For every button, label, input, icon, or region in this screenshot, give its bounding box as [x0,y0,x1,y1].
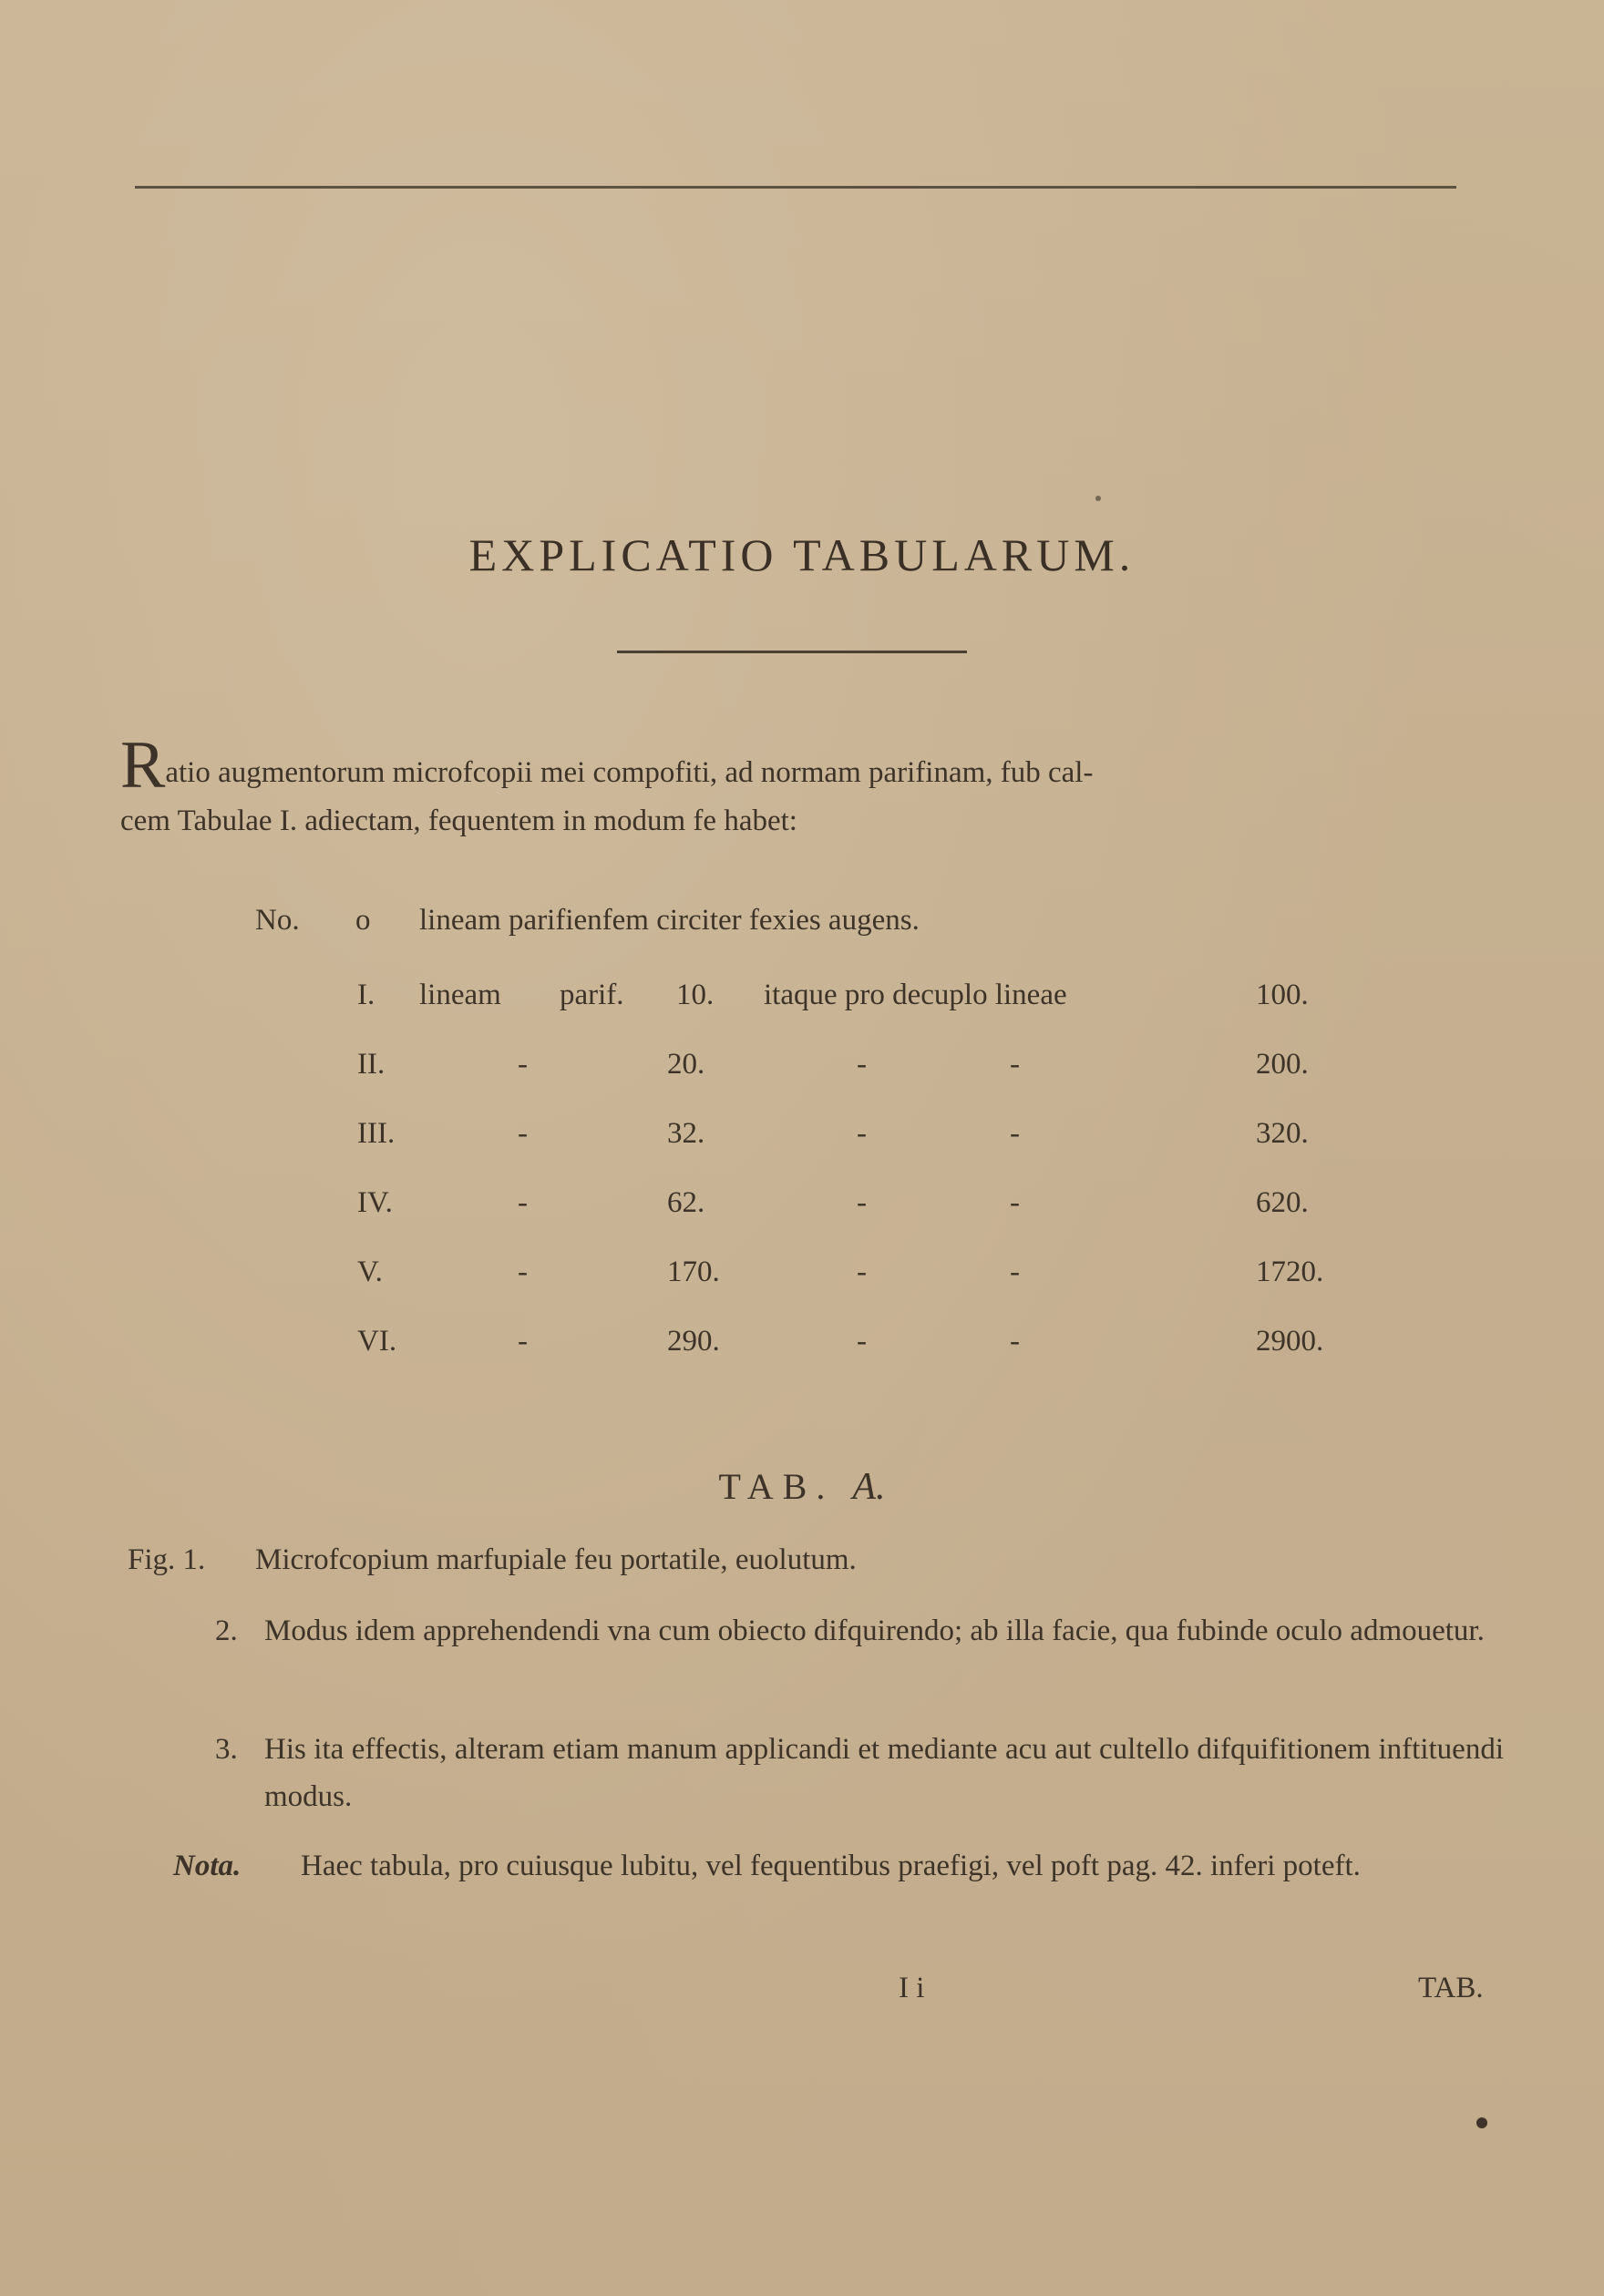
row-lineam: lineam [419,979,501,1011]
intro-text-1: atio augmentorum microfcopii mei compofiti, ad normam parifinam, fub cal- [165,756,1094,789]
top-rule [135,186,1456,189]
row-value: 10. [676,979,715,1011]
no-label: No. [255,904,300,937]
row-result: 320. [1256,1117,1309,1150]
title-rule [617,651,967,653]
intro-paragraph [120,728,1506,846]
row-value: 290. [667,1325,720,1358]
signature-mark: I i [899,1972,925,2004]
row-dash: - [518,1048,528,1081]
row-value: 32. [667,1117,705,1150]
intro-line-1 [120,728,1506,803]
row-dash: - [857,1048,867,1081]
catchword: TAB. [1418,1972,1484,2004]
row-value: 20. [667,1048,705,1081]
page-title: EXPLICATIO TABULARUM. [468,529,1136,580]
row-dash: - [518,1117,528,1150]
note-text: Haec tabula, pro cuiusque lubitu, vel fequentibus praefigi, vel poft pag. 42. inferi poteft. [301,1850,1361,1882]
row-numeral: VI. [357,1325,397,1358]
row-dash: - [857,1325,867,1358]
row-dash: - [1010,1325,1020,1358]
table-row [0,1325,1604,1370]
row-dash: - [1010,1256,1020,1288]
table-row [0,1048,1604,1093]
row-dash: - [857,1117,867,1150]
row-dash: - [1010,1048,1020,1081]
row-result: 200. [1256,1048,1309,1081]
plate-heading-letter: A. [852,1466,886,1508]
plate-heading [0,1465,1604,1509]
row-result: 620. [1256,1186,1309,1219]
table-row [0,1117,1604,1163]
figure-text: Modus idem apprehendendi vna cum obiecto difquirendo; ab illa facie, qua fubinde oculo admouetur. [264,1614,1485,1647]
no-text: lineam parifienfem circiter fexies augens. [419,904,920,937]
row-result: 100. [1256,979,1309,1011]
figure-label: 2. [215,1614,238,1647]
row-numeral: III. [357,1117,396,1150]
note-label: Nota. [173,1850,242,1882]
figure-text: Microfcopium marfupiale feu portatile, euolutum. [255,1543,857,1576]
no-zero-line [255,904,920,938]
figure-label: Fig. 1. [128,1543,206,1576]
row-numeral: IV. [357,1186,393,1219]
table-row [0,1186,1604,1232]
drop-cap: R [120,728,166,803]
table-row [0,1256,1604,1301]
row-dash: - [518,1256,528,1288]
row-value: 170. [667,1256,720,1288]
row-parif: parif. [560,979,624,1011]
row-numeral: I. [357,979,375,1011]
table-row [0,979,1604,1024]
row-value: 62. [667,1186,705,1219]
row-dash: - [1010,1186,1020,1219]
row-dash: - [1010,1117,1020,1150]
row-itaque: itaque pro decuplo lineae [764,979,1067,1011]
row-dash: - [857,1256,867,1288]
row-numeral: V. [357,1256,383,1288]
row-numeral: II. [357,1048,386,1081]
ink-spot [1095,496,1101,501]
row-dash: - [518,1325,528,1358]
row-result: 1720. [1256,1256,1324,1288]
figure-text: His ita effectis, alteram etiam manum applicandi et mediante acu aut cultello difquifitionem inftituendi modus. [264,1733,1504,1813]
row-result: 2900. [1256,1325,1324,1358]
row-dash: - [857,1186,867,1219]
row-dash: - [518,1186,528,1219]
ink-spot [1476,2117,1487,2128]
plate-heading-text: TAB. [718,1466,835,1507]
no-number: o [355,904,371,937]
intro-line-2: cem Tabulae I. adiectam, fequentem in modum fe habet: [120,805,797,837]
figure-label: 3. [215,1733,238,1766]
